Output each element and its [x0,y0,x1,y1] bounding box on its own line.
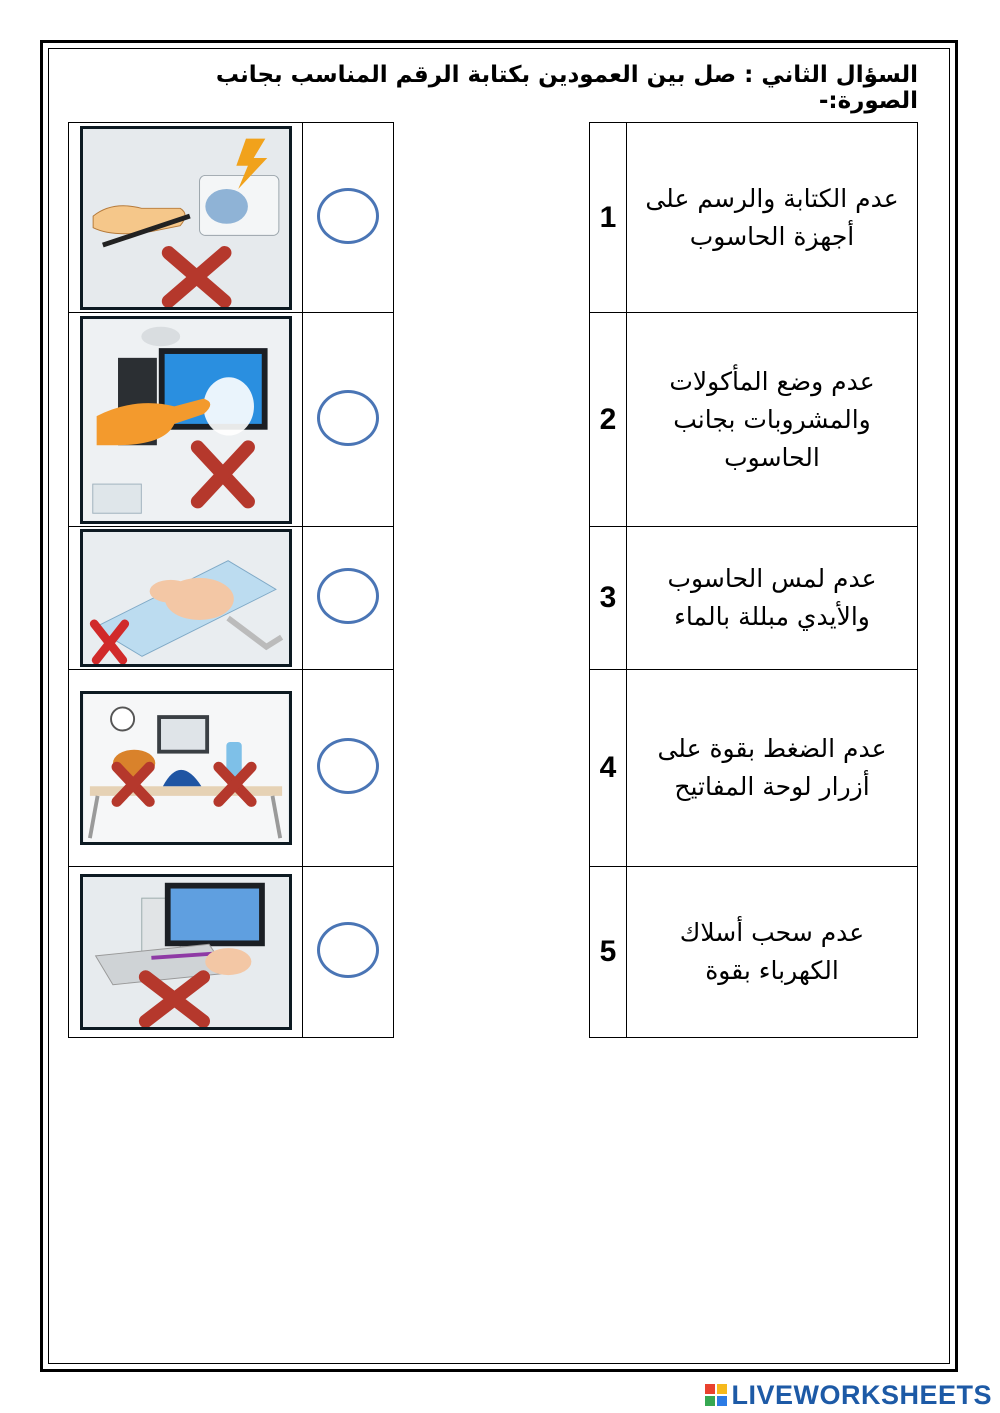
answer-circle[interactable] [317,568,379,624]
statement-number: 4 [590,670,627,867]
answer-circle[interactable] [317,922,379,978]
statement-row [590,313,918,527]
statement-number: 1 [590,123,627,313]
statement-text: عدم سحب أسلاك الكهرباء بقوة [627,867,918,1038]
answer-cell[interactable] [303,123,394,313]
image-row [69,527,394,670]
statement-text: عدم وضع المأكولات والمشروبات بجانب الحاسوب [627,313,918,527]
image-row [69,313,394,527]
statement-number: 3 [590,527,627,670]
answer-circle[interactable] [317,390,379,446]
statements-table [589,122,918,1038]
statement-text: عدم الكتابة والرسم على أجهزة الحاسوب [627,123,918,313]
answer-cell[interactable] [303,313,394,527]
liveworksheets-logo [705,1381,992,1409]
statement-number: 5 [590,867,627,1038]
answer-circle[interactable] [317,738,379,794]
image-cell [69,123,303,313]
image-cell [69,527,303,670]
pressing-keyboard-image [80,529,292,667]
answer-cell[interactable] [303,527,394,670]
statement-text: عدم لمس الحاسوب والأيدي مبللة بالماء [627,527,918,670]
statement-text: عدم الضغط بقوة على أزرار لوحة المفاتيح [627,670,918,867]
image-cell [69,670,303,867]
logo-text: LIVEWORKSHEETS [731,1379,992,1410]
wet-hands-computer-image [80,316,292,524]
image-cell [69,867,303,1038]
drawing-on-computer-image [80,874,292,1030]
logo-squares-icon [705,1384,727,1406]
pulling-plug-image [80,126,292,310]
image-row [69,867,394,1038]
statement-row [590,123,918,313]
answer-cell[interactable] [303,670,394,867]
answer-cell[interactable] [303,867,394,1038]
statement-row [590,867,918,1038]
statement-number: 2 [590,313,627,527]
answer-circle[interactable] [317,188,379,244]
image-row [69,123,394,313]
image-row [69,670,394,867]
statement-row [590,670,918,867]
images-table [68,122,394,1038]
food-drinks-desk-image [80,691,292,845]
statement-row [590,527,918,670]
image-cell [69,313,303,527]
question-title: السؤال الثاني : صل بين العمودين بكتابة الرقم المناسب بجانب الصورة:- [215,62,918,114]
